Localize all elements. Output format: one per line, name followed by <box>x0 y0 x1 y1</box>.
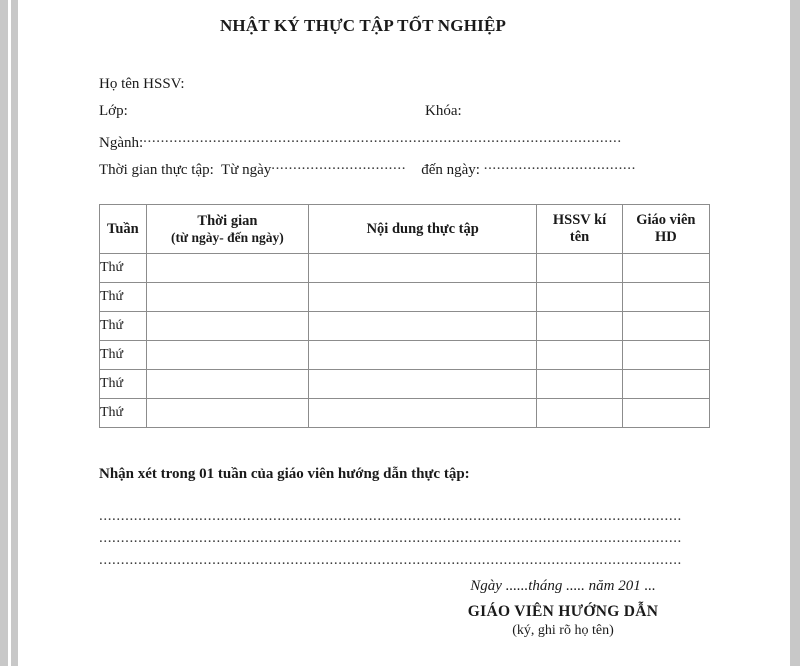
cell-thoigian[interactable] <box>146 283 308 312</box>
signature-block <box>418 578 708 639</box>
field-row-thoigian <box>99 157 714 184</box>
signature-note: (ký, ghi rõ họ tên) <box>512 623 614 638</box>
cell-hssv-ki-ten[interactable] <box>537 370 622 399</box>
cell-giao-vien-hd[interactable] <box>622 341 709 370</box>
nganh-dot-leader: .............................................................................................................. <box>143 130 622 146</box>
cell-noidung[interactable] <box>309 341 537 370</box>
table-row <box>100 312 710 341</box>
column-header-hssv-line1: HSSV kí <box>552 212 607 229</box>
cell-tuan: Thứ <box>100 341 147 370</box>
column-header-hssv-ki-ten <box>537 205 622 254</box>
den-ngay-dot-leader: ................................... <box>483 157 636 173</box>
field-row-nganh <box>99 130 714 157</box>
cell-hssv-ki-ten[interactable] <box>537 254 622 283</box>
field-row-hoten <box>99 76 714 103</box>
column-header-thoigian-main: Thời gian <box>197 212 258 229</box>
table-body <box>100 254 710 428</box>
cell-noidung[interactable] <box>309 312 537 341</box>
remarks-heading: Nhận xét trong 01 tuần của giáo viên hướng dẫn thực tập: <box>99 466 470 482</box>
column-header-gvhd-line2: HD <box>654 229 677 245</box>
table-row <box>100 370 710 399</box>
table-row <box>100 341 710 370</box>
column-header-tuan-label: Tuần <box>107 220 139 237</box>
column-header-giao-vien-hd <box>622 205 709 254</box>
column-header-tuan <box>100 205 147 254</box>
page-title: NHẬT KÝ THỰC TẬP TỐT NGHIỆP <box>219 16 507 35</box>
table-row <box>100 254 710 283</box>
table-header-row <box>100 205 710 254</box>
column-header-noidung-label: Nội dung thực tập <box>366 220 479 237</box>
cell-hssv-ki-ten[interactable] <box>537 341 622 370</box>
remarks-dot-line-3[interactable]: ...................................................................................................................................... <box>99 552 682 568</box>
cell-thoigian[interactable] <box>146 254 308 283</box>
cell-tuan: Thứ <box>100 399 147 428</box>
cell-tuan: Thứ <box>100 283 147 312</box>
cell-thoigian[interactable] <box>146 341 308 370</box>
cell-giao-vien-hd[interactable] <box>622 283 709 312</box>
cell-noidung[interactable] <box>309 283 537 312</box>
cell-hssv-ki-ten[interactable] <box>537 283 622 312</box>
cell-thoigian[interactable] <box>146 312 308 341</box>
page-gutter-right <box>790 0 800 666</box>
den-ngay-label: đến ngày: <box>421 162 480 178</box>
signature-date-line: Ngày ......tháng ..... năm 201 ... <box>470 578 656 594</box>
cell-thoigian[interactable] <box>146 370 308 399</box>
internship-log-table <box>99 204 710 428</box>
cell-giao-vien-hd[interactable] <box>622 254 709 283</box>
hoten-label: Họ tên HSSV: <box>99 76 185 92</box>
cell-thoigian[interactable] <box>146 399 308 428</box>
cell-tuan: Thứ <box>100 312 147 341</box>
cell-tuan: Thứ <box>100 254 147 283</box>
nganh-label: Ngành: <box>99 135 144 151</box>
column-header-hssv-line2: tên <box>569 229 590 245</box>
column-header-thoigian <box>146 205 308 254</box>
thoigian-thuctap-label: Thời gian thực tập: <box>99 162 214 178</box>
table-row <box>100 399 710 428</box>
remarks-dot-line-2[interactable]: ...................................................................................................................................... <box>99 530 682 546</box>
cell-tuan: Thứ <box>100 370 147 399</box>
tu-ngay-label: Từ ngày <box>221 162 272 178</box>
signature-title: GIÁO VIÊN HƯỚNG DẪN <box>467 603 659 620</box>
cell-noidung[interactable] <box>309 370 537 399</box>
document-page <box>18 0 790 666</box>
column-header-thoigian-sub: (từ ngày- đến ngày) <box>171 229 284 245</box>
student-info-block <box>99 76 714 184</box>
page-gutter-left-outer <box>0 0 8 666</box>
column-header-gvhd-line1: Giáo viên <box>636 212 696 229</box>
cell-giao-vien-hd[interactable] <box>622 370 709 399</box>
field-row-lop-khoa <box>99 103 714 130</box>
remarks-dot-line-1[interactable]: ...................................................................................................................................... <box>99 508 682 524</box>
tu-ngay-dot-leader: ............................... <box>271 157 407 173</box>
cell-noidung[interactable] <box>309 254 537 283</box>
cell-hssv-ki-ten[interactable] <box>537 399 622 428</box>
cell-giao-vien-hd[interactable] <box>622 399 709 428</box>
cell-hssv-ki-ten[interactable] <box>537 312 622 341</box>
table-row <box>100 283 710 312</box>
khoa-label: Khóa: <box>425 103 462 119</box>
column-header-noidung <box>309 205 537 254</box>
page-gutter-left-inner <box>11 0 18 666</box>
cell-giao-vien-hd[interactable] <box>622 312 709 341</box>
cell-noidung[interactable] <box>309 399 537 428</box>
lop-label: Lớp: <box>99 103 128 119</box>
